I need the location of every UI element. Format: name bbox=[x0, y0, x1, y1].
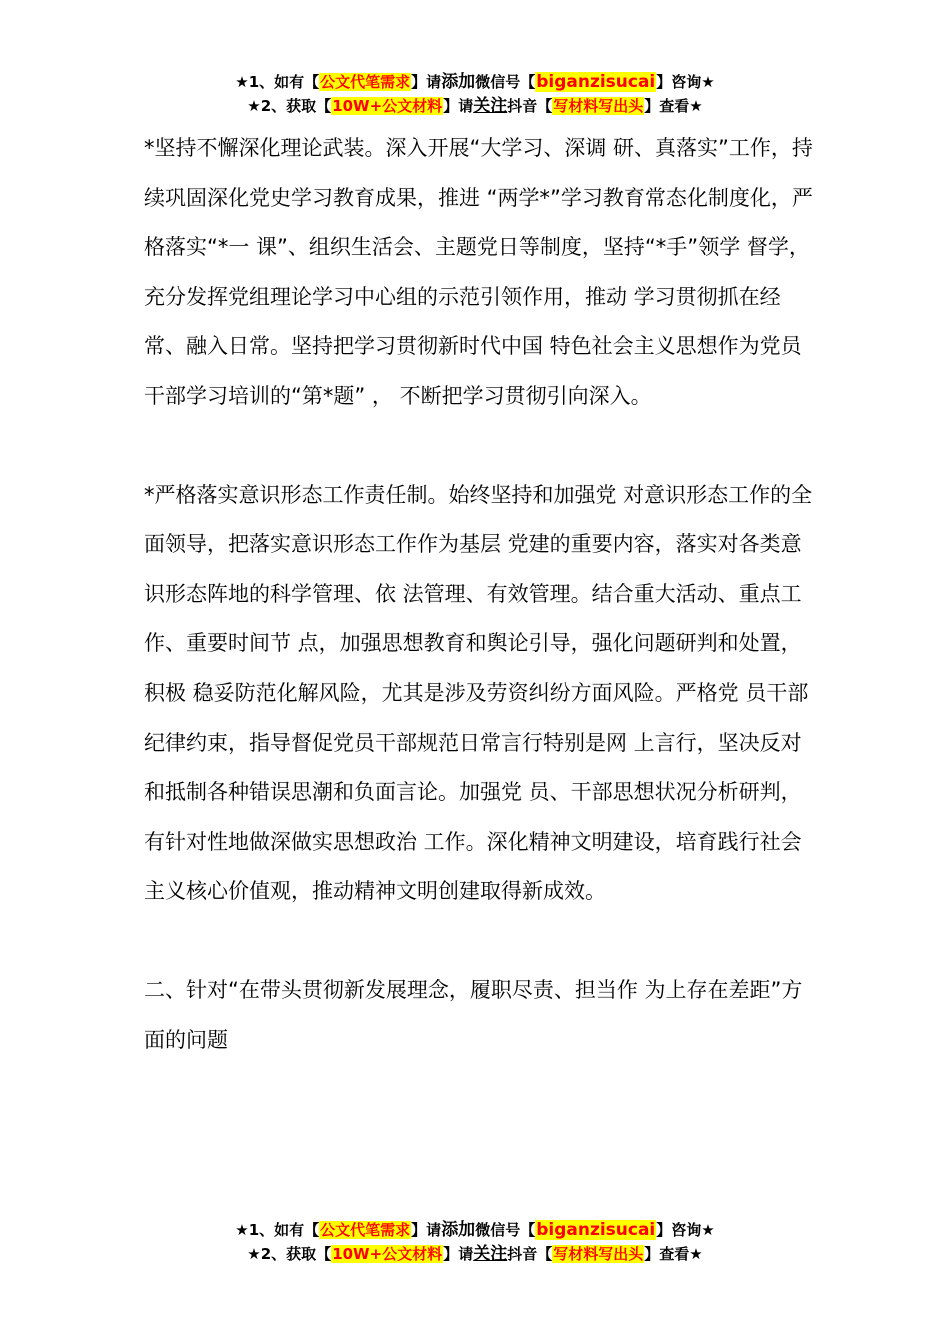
banner-text: 】请 bbox=[411, 1221, 442, 1239]
banner-text: 】请 bbox=[443, 97, 474, 115]
document-body bbox=[144, 124, 814, 1065]
paragraph-ideology-work: *严格落实意识形态工作责任制。始终坚持和加强党 对意识形态工作的全面领导，把落实意识形态工作作为基层 党建的重要内容，落实对各类意识形态阵地的科学管理、依 法管理、有效管理。结合重大活动、重点工作、重要时间节 点，加强思想教育和舆论引导，强化问题研判和处置，积极 稳妥防范化解风险，尤其是涉及劳资纠纷方面风险。严格党 员干部纪律约束，指导督促党员干部规范日常言行特别是网 上言行，坚决反对和抵制各种错误思潮和负面言论。加强党 员、干部思想状况分析研判，有针对性地做深做实思想政治 工作。深化精神文明建设，培育践行社会主义核心价值观，推动精神文明创建取得新成效。 bbox=[144, 482, 813, 904]
section-heading-2: 二、针对“在带头贯彻新发展理念，履职尽责、担当作 为上存在差距”方面的问题 bbox=[144, 977, 803, 1052]
banner-text: ★1、如有【 bbox=[235, 73, 320, 91]
banner-emphasis: 关注 bbox=[473, 1244, 508, 1264]
banner-line-1 bbox=[0, 1218, 950, 1242]
banner-line-1 bbox=[0, 70, 950, 94]
highlight-materials: 10W+公文材料 bbox=[332, 1245, 443, 1263]
highlight-douyin-account: 写材料写出头 bbox=[553, 1245, 644, 1263]
highlight-douyin-account: 写材料写出头 bbox=[553, 97, 644, 115]
banner-text: 微信号【 bbox=[475, 73, 536, 91]
banner-text: 】请 bbox=[411, 73, 442, 91]
banner-text: 微信号【 bbox=[475, 1221, 536, 1239]
banner-text: 】查看★ bbox=[644, 1245, 703, 1263]
banner-text: 】咨询★ bbox=[656, 1221, 715, 1239]
banner-text: ★1、如有【 bbox=[235, 1221, 320, 1239]
paragraph-theory-study: *坚持不懈深化理论武装。深入开展“大学习、深调 研、真落实”工作，持续巩固深化党史学习教育成果，推进 “两学*”学习教育常态化制度化，严格落实“*一 课”、组织生活会、主题党日等制度，坚持“*手”领学 督学，充分发挥党组理论学习中心组的示范引领作用，推动 学习贯彻抓在经常、融入日常。坚持把学习贯彻新时代中国 特色社会主义思想作为党员干部学习培训的“第*题” ， 不断把学习贯彻引向深入。 bbox=[144, 136, 813, 408]
banner-emphasis: 关注 bbox=[473, 96, 508, 116]
banner-text: 抖音【 bbox=[507, 97, 553, 115]
banner-text: 抖音【 bbox=[507, 1245, 553, 1263]
footer-banner bbox=[0, 1218, 950, 1266]
banner-text: ★2、获取【 bbox=[247, 1245, 332, 1263]
highlight-materials: 10W+公文材料 bbox=[332, 97, 443, 115]
banner-emphasis: 添加 bbox=[441, 1220, 476, 1240]
highlight-wechat-id: biganzisucai bbox=[536, 72, 656, 92]
banner-emphasis: 添加 bbox=[441, 72, 476, 92]
banner-text: 】咨询★ bbox=[656, 73, 715, 91]
banner-text: ★2、获取【 bbox=[247, 97, 332, 115]
highlight-wechat-id: biganzisucai bbox=[536, 1220, 656, 1240]
banner-text: 】查看★ bbox=[644, 97, 703, 115]
highlight-service: 公文代笔需求 bbox=[320, 73, 411, 91]
header-banner bbox=[0, 70, 950, 118]
banner-text: 】请 bbox=[443, 1245, 474, 1263]
highlight-service: 公文代笔需求 bbox=[320, 1221, 411, 1239]
banner-line-2 bbox=[0, 1242, 950, 1266]
banner-line-2 bbox=[0, 94, 950, 118]
